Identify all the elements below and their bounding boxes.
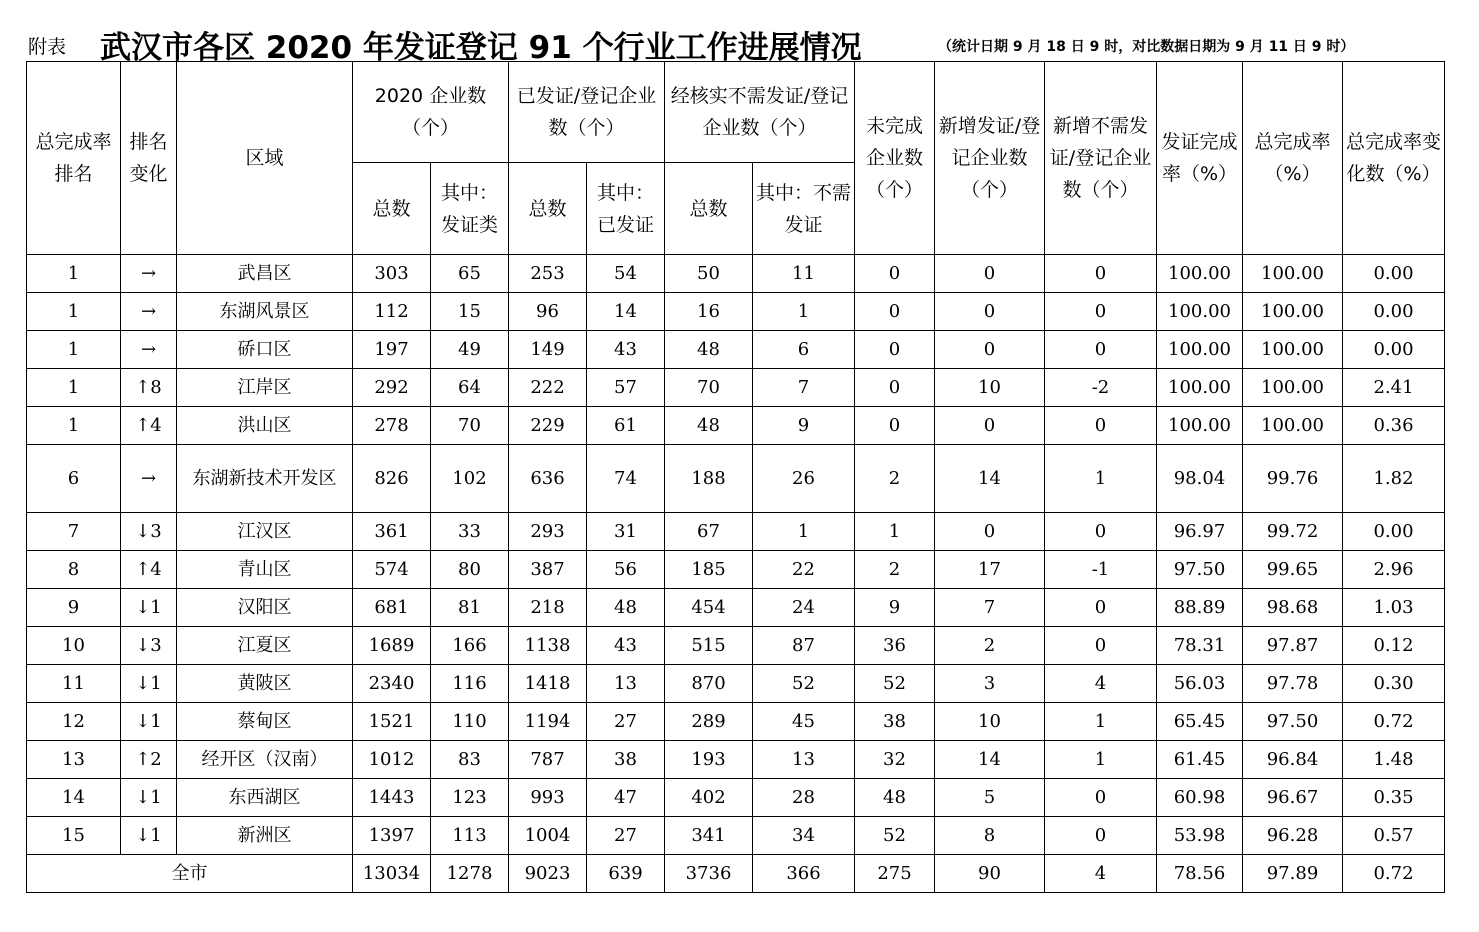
document-title: 武汉市各区 2020 年发证登记 91 个行业工作进展情况 — [100, 30, 862, 66]
cell-not-needed-total: 185 — [665, 551, 753, 589]
table-row — [27, 779, 1445, 817]
cell-issued: 47 — [587, 779, 665, 817]
header-rate-change: 总完成率变化数（%） — [1343, 62, 1445, 255]
cell-issued: 27 — [587, 703, 665, 741]
table-row — [27, 331, 1445, 369]
cell-rank-change: ↓3 — [121, 627, 177, 665]
cell-not-needed-total: 48 — [665, 407, 753, 445]
cell-rank: 1 — [27, 407, 121, 445]
total-cell-enterprises-total: 13034 — [353, 855, 431, 893]
total-cell-incomplete: 275 — [855, 855, 935, 893]
cell-issue-type: 113 — [431, 817, 509, 855]
cell-rank-change: ↑4 — [121, 407, 177, 445]
table-row — [27, 513, 1445, 551]
cell-enterprises-total: 2340 — [353, 665, 431, 703]
total-cell-new-not-needed: 4 — [1045, 855, 1157, 893]
cell-total-rate: 97.50 — [1243, 703, 1343, 741]
cell-rate-change: 0.00 — [1343, 255, 1445, 293]
cell-rank: 7 — [27, 513, 121, 551]
cell-total-rate: 100.00 — [1243, 369, 1343, 407]
cell-total-rate: 99.65 — [1243, 551, 1343, 589]
cell-incomplete: 0 — [855, 293, 935, 331]
progress-table — [26, 61, 1445, 893]
cell-enterprises-total: 1397 — [353, 817, 431, 855]
header-issue-rate: 发证完成率（%） — [1157, 62, 1243, 255]
cell-issued: 74 — [587, 445, 665, 513]
cell-new-not-needed: 1 — [1045, 741, 1157, 779]
cell-new-issued: 10 — [935, 369, 1045, 407]
cell-new-not-needed: 0 — [1045, 407, 1157, 445]
cell-issued: 38 — [587, 741, 665, 779]
cell-not-needed: 26 — [753, 445, 855, 513]
cell-issued-total: 787 — [509, 741, 587, 779]
title-note: （统计日期 9 月 18 日 9 时，对比数据日期为 9 月 11 日 9 时） — [938, 39, 1355, 55]
cell-rank: 1 — [27, 255, 121, 293]
cell-not-needed-total: 289 — [665, 703, 753, 741]
title-prefix: 附表 — [28, 36, 67, 58]
table-row — [27, 627, 1445, 665]
cell-rate-change: 1.82 — [1343, 445, 1445, 513]
cell-total-rate: 99.76 — [1243, 445, 1343, 513]
header-not-needed: 经核实不需发证/登记企业数（个） — [665, 62, 855, 163]
cell-new-not-needed: 0 — [1045, 513, 1157, 551]
cell-enterprises-total: 361 — [353, 513, 431, 551]
cell-rate-change: 0.00 — [1343, 293, 1445, 331]
cell-enterprises-total: 112 — [353, 293, 431, 331]
total-cell-not-needed-total: 3736 — [665, 855, 753, 893]
cell-issued-total: 149 — [509, 331, 587, 369]
cell-incomplete: 1 — [855, 513, 935, 551]
cell-issue-rate: 56.03 — [1157, 665, 1243, 703]
cell-new-issued: 14 — [935, 445, 1045, 513]
cell-enterprises-total: 826 — [353, 445, 431, 513]
cell-total-rate: 100.00 — [1243, 293, 1343, 331]
cell-new-issued: 0 — [935, 255, 1045, 293]
cell-issue-type: 64 — [431, 369, 509, 407]
cell-incomplete: 0 — [855, 255, 935, 293]
cell-new-not-needed: 0 — [1045, 331, 1157, 369]
cell-new-not-needed: 1 — [1045, 703, 1157, 741]
table-row — [27, 369, 1445, 407]
total-cell-issue-type: 1278 — [431, 855, 509, 893]
cell-not-needed: 52 — [753, 665, 855, 703]
cell-issue-type: 81 — [431, 589, 509, 627]
cell-rate-change: 0.00 — [1343, 331, 1445, 369]
cell-incomplete: 9 — [855, 589, 935, 627]
cell-total-rate: 97.87 — [1243, 627, 1343, 665]
cell-region: 硚口区 — [177, 331, 353, 369]
cell-region: 青山区 — [177, 551, 353, 589]
cell-total-rate: 99.72 — [1243, 513, 1343, 551]
cell-not-needed-total: 16 — [665, 293, 753, 331]
cell-incomplete: 2 — [855, 445, 935, 513]
cell-rank-change: ↓1 — [121, 779, 177, 817]
cell-not-needed: 28 — [753, 779, 855, 817]
subheader-issued: 其中：已发证 — [587, 163, 665, 255]
cell-not-needed: 34 — [753, 817, 855, 855]
cell-total-rate: 96.84 — [1243, 741, 1343, 779]
cell-issue-rate: 100.00 — [1157, 331, 1243, 369]
cell-not-needed-total: 454 — [665, 589, 753, 627]
cell-issue-rate: 88.89 — [1157, 589, 1243, 627]
cell-issue-rate: 100.00 — [1157, 293, 1243, 331]
header-region: 区域 — [177, 62, 353, 255]
total-cell-total-rate: 97.89 — [1243, 855, 1343, 893]
header-issued: 已发证/登记企业数（个） — [509, 62, 665, 163]
cell-issue-type: 80 — [431, 551, 509, 589]
cell-issued: 43 — [587, 331, 665, 369]
cell-rate-change: 1.03 — [1343, 589, 1445, 627]
subheader-not-needed: 其中：不需发证 — [753, 163, 855, 255]
cell-total-rate: 100.00 — [1243, 407, 1343, 445]
cell-new-issued: 10 — [935, 703, 1045, 741]
cell-not-needed-total: 48 — [665, 331, 753, 369]
cell-rank-change: → — [121, 293, 177, 331]
cell-rate-change: 0.35 — [1343, 779, 1445, 817]
table-row — [27, 551, 1445, 589]
cell-issue-rate: 98.04 — [1157, 445, 1243, 513]
cell-issued-total: 293 — [509, 513, 587, 551]
cell-rank-change: ↓3 — [121, 513, 177, 551]
table-row — [27, 445, 1445, 513]
cell-total-rate: 98.68 — [1243, 589, 1343, 627]
cell-not-needed: 9 — [753, 407, 855, 445]
cell-issued: 54 — [587, 255, 665, 293]
cell-new-not-needed: 1 — [1045, 445, 1157, 513]
cell-rank: 1 — [27, 293, 121, 331]
cell-rank: 1 — [27, 369, 121, 407]
cell-rate-change: 0.12 — [1343, 627, 1445, 665]
cell-incomplete: 0 — [855, 369, 935, 407]
table-row — [27, 665, 1445, 703]
cell-rate-change: 0.00 — [1343, 513, 1445, 551]
cell-new-issued: 0 — [935, 331, 1045, 369]
cell-issued-total: 1138 — [509, 627, 587, 665]
cell-not-needed: 24 — [753, 589, 855, 627]
cell-not-needed: 11 — [753, 255, 855, 293]
cell-issued-total: 387 — [509, 551, 587, 589]
cell-incomplete: 36 — [855, 627, 935, 665]
total-cell-not-needed: 366 — [753, 855, 855, 893]
cell-issued-total: 993 — [509, 779, 587, 817]
cell-not-needed-total: 50 — [665, 255, 753, 293]
cell-issue-type: 123 — [431, 779, 509, 817]
cell-incomplete: 0 — [855, 331, 935, 369]
cell-rate-change: 2.96 — [1343, 551, 1445, 589]
cell-rank-change: ↑2 — [121, 741, 177, 779]
total-cell-rate-change: 0.72 — [1343, 855, 1445, 893]
cell-issued-total: 1418 — [509, 665, 587, 703]
table-row — [27, 293, 1445, 331]
table-body — [27, 255, 1445, 893]
cell-issue-rate: 61.45 — [1157, 741, 1243, 779]
subheader-enterprises-total: 总数 — [353, 163, 431, 255]
cell-new-issued: 0 — [935, 513, 1045, 551]
cell-enterprises-total: 197 — [353, 331, 431, 369]
cell-incomplete: 32 — [855, 741, 935, 779]
table-row — [27, 741, 1445, 779]
table-row — [27, 817, 1445, 855]
cell-total-rate: 100.00 — [1243, 255, 1343, 293]
cell-rank: 11 — [27, 665, 121, 703]
header-new-not-needed: 新增不需发证/登记企业数（个） — [1045, 62, 1157, 255]
cell-not-needed-total: 402 — [665, 779, 753, 817]
cell-region: 黄陂区 — [177, 665, 353, 703]
cell-issue-type: 116 — [431, 665, 509, 703]
table-row — [27, 255, 1445, 293]
cell-new-issued: 8 — [935, 817, 1045, 855]
cell-rank: 1 — [27, 331, 121, 369]
cell-not-needed: 7 — [753, 369, 855, 407]
cell-issued: 13 — [587, 665, 665, 703]
cell-incomplete: 2 — [855, 551, 935, 589]
cell-issued-total: 222 — [509, 369, 587, 407]
cell-not-needed: 1 — [753, 293, 855, 331]
cell-rank-change: ↑8 — [121, 369, 177, 407]
cell-not-needed-total: 870 — [665, 665, 753, 703]
cell-issued: 48 — [587, 589, 665, 627]
cell-enterprises-total: 1521 — [353, 703, 431, 741]
cell-new-issued: 14 — [935, 741, 1045, 779]
header-new-issued: 新增发证/登记企业数（个） — [935, 62, 1045, 255]
cell-region: 江岸区 — [177, 369, 353, 407]
cell-new-not-needed: 0 — [1045, 589, 1157, 627]
cell-rank-change: ↑4 — [121, 551, 177, 589]
document-title-line — [28, 22, 1468, 66]
table-row — [27, 703, 1445, 741]
cell-issue-type: 15 — [431, 293, 509, 331]
cell-region: 新洲区 — [177, 817, 353, 855]
cell-issue-type: 33 — [431, 513, 509, 551]
cell-enterprises-total: 681 — [353, 589, 431, 627]
total-cell-issued-total: 9023 — [509, 855, 587, 893]
cell-rank-change: ↓1 — [121, 665, 177, 703]
cell-rank: 9 — [27, 589, 121, 627]
cell-issued: 43 — [587, 627, 665, 665]
cell-region: 江汉区 — [177, 513, 353, 551]
total-row — [27, 855, 1445, 893]
cell-new-not-needed: 0 — [1045, 255, 1157, 293]
cell-issued: 14 — [587, 293, 665, 331]
cell-region: 东湖风景区 — [177, 293, 353, 331]
subheader-not-needed-total: 总数 — [665, 163, 753, 255]
subheader-issued-total: 总数 — [509, 163, 587, 255]
total-cell-issued: 639 — [587, 855, 665, 893]
cell-rank: 14 — [27, 779, 121, 817]
subheader-issue-type: 其中：发证类 — [431, 163, 509, 255]
cell-new-issued: 7 — [935, 589, 1045, 627]
cell-issue-rate: 100.00 — [1157, 407, 1243, 445]
cell-new-not-needed: -1 — [1045, 551, 1157, 589]
cell-incomplete: 52 — [855, 665, 935, 703]
cell-issue-type: 166 — [431, 627, 509, 665]
cell-issue-rate: 53.98 — [1157, 817, 1243, 855]
cell-new-not-needed: 0 — [1045, 293, 1157, 331]
cell-enterprises-total: 1689 — [353, 627, 431, 665]
cell-issue-rate: 60.98 — [1157, 779, 1243, 817]
cell-rate-change: 2.41 — [1343, 369, 1445, 407]
cell-not-needed: 13 — [753, 741, 855, 779]
cell-issued: 57 — [587, 369, 665, 407]
cell-issued: 27 — [587, 817, 665, 855]
cell-new-not-needed: 0 — [1045, 627, 1157, 665]
cell-total-rate: 100.00 — [1243, 331, 1343, 369]
cell-not-needed: 22 — [753, 551, 855, 589]
cell-new-not-needed: -2 — [1045, 369, 1157, 407]
cell-issue-type: 70 — [431, 407, 509, 445]
header-rank-change: 排名变化 — [121, 62, 177, 255]
cell-new-issued: 0 — [935, 407, 1045, 445]
cell-issued-total: 96 — [509, 293, 587, 331]
cell-enterprises-total: 292 — [353, 369, 431, 407]
cell-rank: 8 — [27, 551, 121, 589]
cell-issue-type: 49 — [431, 331, 509, 369]
cell-rank: 6 — [27, 445, 121, 513]
cell-total-rate: 96.28 — [1243, 817, 1343, 855]
cell-rank-change: ↓1 — [121, 817, 177, 855]
header-enterprises-2020: 2020 企业数（个） — [353, 62, 509, 163]
cell-enterprises-total: 574 — [353, 551, 431, 589]
table-row — [27, 407, 1445, 445]
cell-enterprises-total: 1012 — [353, 741, 431, 779]
cell-rank: 13 — [27, 741, 121, 779]
cell-region: 洪山区 — [177, 407, 353, 445]
cell-not-needed-total: 515 — [665, 627, 753, 665]
cell-not-needed: 1 — [753, 513, 855, 551]
cell-issued-total: 229 — [509, 407, 587, 445]
cell-enterprises-total: 303 — [353, 255, 431, 293]
cell-rate-change: 0.36 — [1343, 407, 1445, 445]
cell-not-needed: 87 — [753, 627, 855, 665]
cell-issue-rate: 96.97 — [1157, 513, 1243, 551]
cell-not-needed-total: 188 — [665, 445, 753, 513]
cell-new-issued: 17 — [935, 551, 1045, 589]
cell-rank-change: → — [121, 255, 177, 293]
cell-region: 武昌区 — [177, 255, 353, 293]
cell-new-issued: 5 — [935, 779, 1045, 817]
cell-rate-change: 0.72 — [1343, 703, 1445, 741]
cell-new-issued: 3 — [935, 665, 1045, 703]
cell-issue-rate: 65.45 — [1157, 703, 1243, 741]
cell-issue-type: 102 — [431, 445, 509, 513]
cell-issue-rate: 100.00 — [1157, 255, 1243, 293]
cell-region: 江夏区 — [177, 627, 353, 665]
cell-not-needed-total: 341 — [665, 817, 753, 855]
cell-region: 蔡甸区 — [177, 703, 353, 741]
total-label: 全市 — [27, 855, 353, 893]
cell-issue-rate: 78.31 — [1157, 627, 1243, 665]
cell-issue-rate: 97.50 — [1157, 551, 1243, 589]
cell-issue-type: 110 — [431, 703, 509, 741]
cell-new-not-needed: 0 — [1045, 817, 1157, 855]
cell-issued-total: 636 — [509, 445, 587, 513]
cell-rate-change: 0.57 — [1343, 817, 1445, 855]
cell-issued-total: 218 — [509, 589, 587, 627]
cell-rank: 10 — [27, 627, 121, 665]
cell-rank-change: → — [121, 445, 177, 513]
cell-not-needed: 45 — [753, 703, 855, 741]
cell-new-not-needed: 4 — [1045, 665, 1157, 703]
cell-not-needed: 6 — [753, 331, 855, 369]
cell-rank-change: ↓1 — [121, 589, 177, 627]
cell-region: 经开区（汉南） — [177, 741, 353, 779]
cell-incomplete: 48 — [855, 779, 935, 817]
cell-new-issued: 0 — [935, 293, 1045, 331]
cell-region: 东湖新技术开发区 — [177, 445, 353, 513]
cell-rank-change: → — [121, 331, 177, 369]
cell-issue-rate: 100.00 — [1157, 369, 1243, 407]
cell-region: 东西湖区 — [177, 779, 353, 817]
cell-region: 汉阳区 — [177, 589, 353, 627]
cell-rank: 15 — [27, 817, 121, 855]
cell-issued-total: 1194 — [509, 703, 587, 741]
header-row-main — [27, 62, 1445, 163]
cell-new-not-needed: 0 — [1045, 779, 1157, 817]
cell-issued-total: 1004 — [509, 817, 587, 855]
table-row — [27, 589, 1445, 627]
total-cell-new-issued: 90 — [935, 855, 1045, 893]
cell-total-rate: 96.67 — [1243, 779, 1343, 817]
cell-incomplete: 0 — [855, 407, 935, 445]
cell-rank-change: ↓1 — [121, 703, 177, 741]
cell-issued-total: 253 — [509, 255, 587, 293]
cell-issued: 31 — [587, 513, 665, 551]
cell-issue-type: 83 — [431, 741, 509, 779]
header-rank: 总完成率排名 — [27, 62, 121, 255]
cell-new-issued: 2 — [935, 627, 1045, 665]
cell-enterprises-total: 278 — [353, 407, 431, 445]
header-incomplete: 未完成企业数（个） — [855, 62, 935, 255]
cell-not-needed-total: 70 — [665, 369, 753, 407]
cell-total-rate: 97.78 — [1243, 665, 1343, 703]
cell-issued: 61 — [587, 407, 665, 445]
cell-rate-change: 1.48 — [1343, 741, 1445, 779]
cell-enterprises-total: 1443 — [353, 779, 431, 817]
cell-incomplete: 52 — [855, 817, 935, 855]
cell-rank: 12 — [27, 703, 121, 741]
cell-issued: 56 — [587, 551, 665, 589]
cell-incomplete: 38 — [855, 703, 935, 741]
cell-rate-change: 0.30 — [1343, 665, 1445, 703]
cell-not-needed-total: 67 — [665, 513, 753, 551]
total-cell-issue-rate: 78.56 — [1157, 855, 1243, 893]
cell-not-needed-total: 193 — [665, 741, 753, 779]
cell-issue-type: 65 — [431, 255, 509, 293]
header-total-rate: 总完成率（%） — [1243, 62, 1343, 255]
